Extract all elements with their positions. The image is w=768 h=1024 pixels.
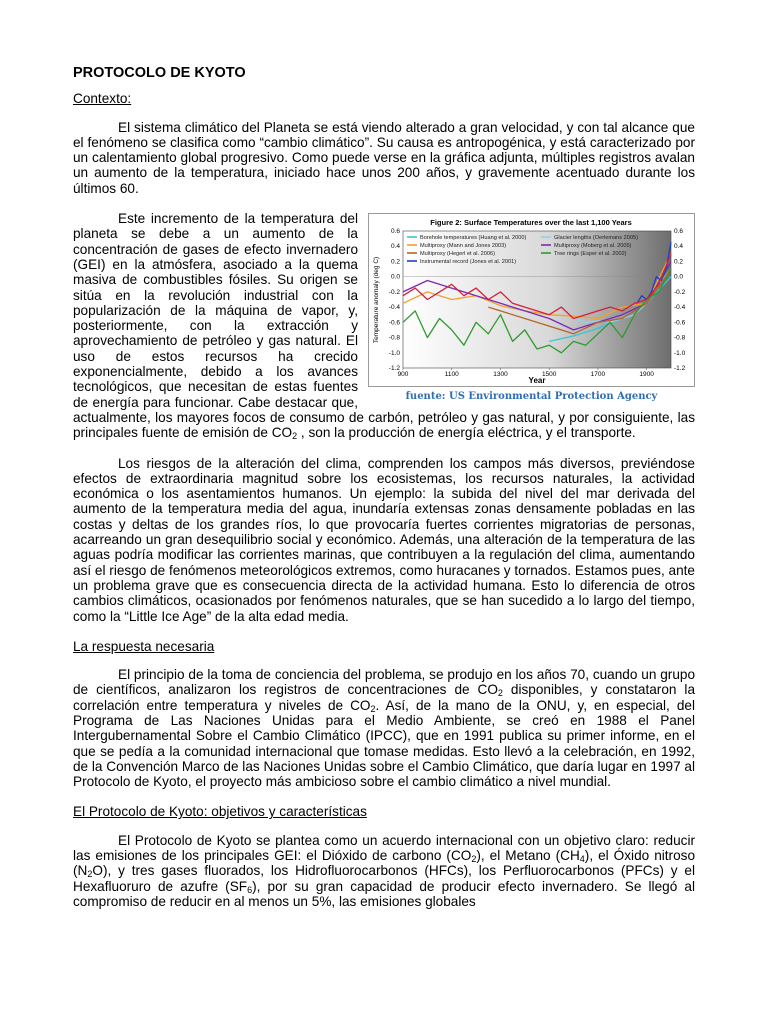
x-tick-label: 1500	[541, 371, 557, 379]
y-tick-label-left: 0.0	[390, 273, 400, 281]
y-tick-label-left: -0.2	[388, 288, 400, 296]
chart-title: Figure 2: Surface Temperatures over the last 1,100 Years	[430, 218, 632, 228]
legend-entry: Tree rings (Esper et al. 2002)	[554, 251, 627, 258]
paragraph-ghg: Este incremento de la temperatura del planeta se debe a un aumento de la concentración de gases de efecto invernadero (GEI) en la atmósfera, asociado a la quema masiva de combustibles fósiles. Su origen se sitúa en la revolución industrial con la popularización de la máquina de vapor, y, posteriormente, con la extracción y aprovechamiento de petróleo y gas natural. El uso de estos recursos ha crecido exponencialmente, debido a los avances tecnológicos, que necesitan de estas fuentes de energía para funcionar. Cabe destacar que, actualmente, los mayores focos de consumo de carbón, petróleo y gas natural, y por consiguiente, las principales fuente de emisión de $CO_2$ , son la producción de energía eléctrica, y el transporte.	[73, 211, 695, 442]
figure-caption: fuente: US Environmental Protection Agency	[405, 391, 658, 403]
y-tick-label-right: 0.0	[674, 273, 684, 281]
y-tick-label-right: 0.2	[674, 258, 684, 266]
y-tick-label-left: -0.8	[388, 334, 400, 342]
y-tick-label-right: -1.0	[674, 349, 686, 357]
document-title: PROTOCOLO DE KYOTO	[73, 65, 246, 81]
legend-entry: Instrumental record (Jones et al. 2001)	[420, 259, 517, 266]
section-heading-protocolo: El Protocolo de Kyoto: objetivos y características	[73, 804, 367, 820]
y-tick-label-right: -0.2	[674, 288, 686, 296]
legend-entry: Borehole temperatures (Huang et al. 2000)	[420, 235, 527, 242]
y-tick-label-left: -1.0	[388, 349, 400, 357]
document-page	[73, 66, 695, 924]
chart-frame	[368, 213, 695, 387]
x-tick-label: 1900	[639, 371, 654, 379]
y-tick-label-left: -0.6	[388, 319, 400, 327]
legend-entry: Multiproxy (Hegerl et al. 2006)	[420, 251, 495, 258]
x-axis-label: Year	[528, 376, 546, 386]
x-tick-label: 900	[397, 371, 409, 379]
paragraph-protocol: El Protocolo de Kyoto se plantea como un acuerdo internacional con un objetivo claro: reducir las emisiones de los principales GEI: el Dióxido de carbono $(CO_2)$, el Metano $(CH_4)$, el Óxido nitroso $(N_2O)$, y tres gases fluorados, los Hidrofluorocarbonos (HFCs), los Perfluorocarbonos (PFCs) y el Hexafluoruro de azufre $(SF_6)$, por su gran capacidad de producir efecto invernadero. Se llegó al compromiso de reducir en al menos un 5%, las emisiones globales	[73, 832, 696, 909]
y-tick-label-left: -0.4	[388, 304, 400, 312]
y-tick-label-left: 0.2	[390, 258, 400, 266]
y-tick-label-left: 0.4	[390, 243, 400, 251]
x-tick-label: 1100	[444, 371, 459, 379]
y-tick-label-right: 0.6	[674, 228, 684, 236]
y-tick-label-right: -1.2	[674, 365, 686, 373]
section-heading-contexto: Contexto:	[73, 91, 132, 107]
y-tick-label-right: -0.8	[674, 334, 686, 342]
legend-entry: Multiproxy (Mann and Jones 2003)	[420, 243, 507, 250]
y-tick-label-right: 0.4	[674, 243, 684, 251]
paragraph-intro: El sistema climático del Planeta se está viendo alterado a gran velocidad, y con tal alcance que el fenómeno se clasifica como “cambio climático”. Su causa es antropogénica, y está caracterizado por un calentamiento global progresivo. Como puede verse en la gráfica adjunta, múltiples registros avalan un aumento de la temperatura, iniciado hace unos 200 años, y gravemente acentuado durante los últimos 60.	[73, 119, 695, 196]
paragraph-response: El principio de la toma de conciencia del problema, se produjo en los años 70, cuando un grupo de científicos, analizaron los registros de concentraciones de $CO_2$ disponibles, y constataron la correlación entre temperatura y niveles de $CO_2$. Así, de la mano de la ONU, y, en especial, del Programa de Las Naciones Unidas para el Medio Ambiente, se creó en 1988 el Panel Intergubernamental Sobre el Cambio Climático (IPCC), que en 1991 publica su primer informe, en el que se pedía a la comunidad internacional que tomase medidas. Esto llevó a la celebración, en 1992, de la Convención Marco de las Naciones Unidas sobre el Cambio Climático, que daría lugar en 1997 al Protocolo de Kyoto, el proyecto más ambicioso sobre el cambio climático a nivel mundial.	[73, 667, 696, 790]
legend-entry: Multiproxy (Moberg et al. 2005)	[554, 243, 632, 250]
figure-temperature-chart	[368, 213, 695, 403]
x-tick-label: 1300	[493, 371, 508, 379]
section-heading-respuesta: La respuesta necesaria	[73, 638, 215, 654]
y-axis-label: Temperature anomaly (deg C)	[373, 256, 380, 344]
temperature-chart	[369, 214, 694, 386]
x-tick-label: 1700	[590, 371, 606, 379]
y-tick-label-right: -0.4	[674, 304, 686, 312]
y-tick-label-right: -0.6	[674, 319, 686, 327]
y-tick-label-left: 0.6	[390, 228, 400, 236]
legend-entry: Glacier lengths (Oerlemans 2005)	[554, 235, 638, 242]
paragraph-risks: Los riesgos de la alteración del clima, comprenden los campos más diversos, previéndose efectos de extraordinaria magnitud sobre los ecosistemas, los recursos naturales, la actividad económica o los asentamientos humanos. Un ejemplo: la subida del nivel del mar derivada del aumento de la temperatura media del agua, inundaría extensas zonas densamente pobladas en las costas y deltas de los grandes ríos, lo que provocaría fuertes corrientes migratorias de personas, acarreando un gran desequilibrio social y económico. Además, una alteración de la temperatura de las aguas podría modificar las corrientes marinas, que contribuyen a la regulación del clima, aumentando así el riesgo de fenómenos meteorológicos extremos, como huracanes y tornados. Estamos pues, ante un problema grave que es consecuencia directa de la actividad humana. Esto lo diferencia de otros cambios climáticos, ocasionados por fenómenos naturales, que se han sucedido a lo largo del tiempo, como la “Little Ice Age” de la alta edad media.	[73, 455, 695, 624]
y-tick-label-left: -1.2	[388, 365, 400, 373]
